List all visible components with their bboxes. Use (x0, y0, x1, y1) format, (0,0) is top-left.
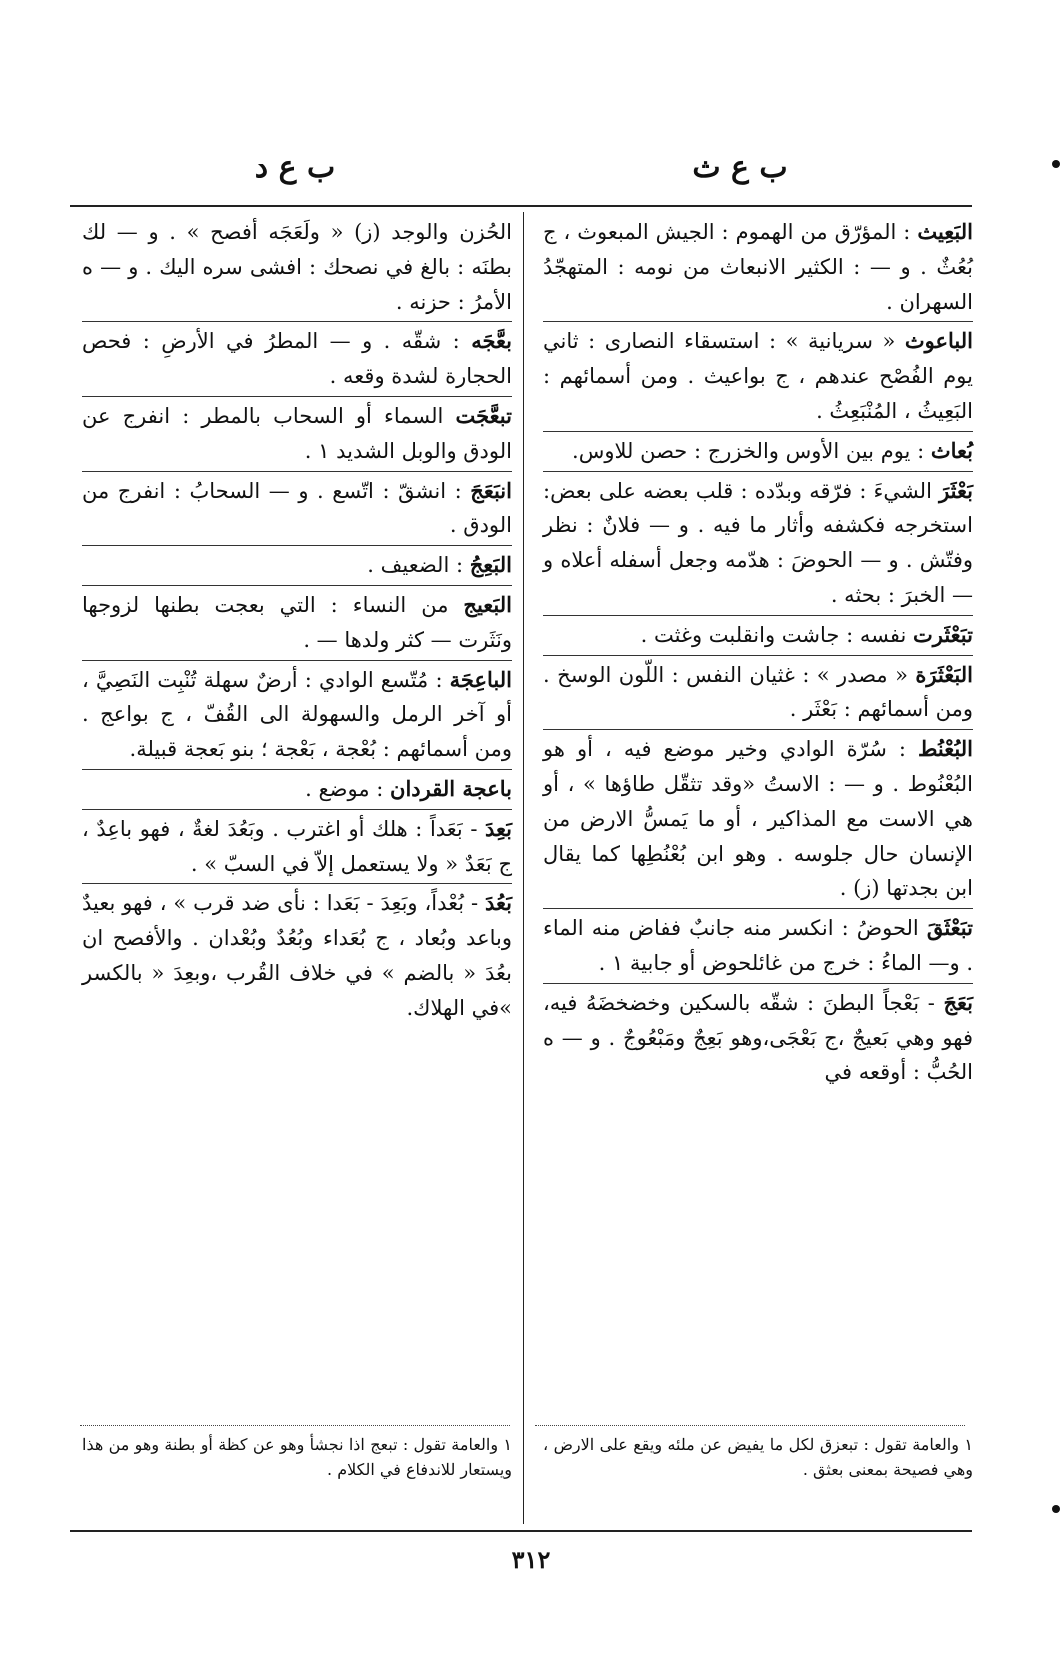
entry-definition: : انشقّ : اتّسع . و — السحابُ : انفرج من الودق . (82, 478, 512, 538)
entry-definition: الشيءَ : فرّقه وبدّده : قلب بعضه على بعض: استخرجه فكشفه وأثار ما فيه . و — فلانٌ : نظر وفتّش . و — الحوضَ : هدّمه وجعل أسفله أعلاه و — الخبرَ : بحثه . (543, 478, 973, 607)
entry-headword: البُعْنُط (918, 736, 973, 762)
entry-separator (543, 321, 973, 322)
dictionary-entry (82, 772, 512, 807)
column-divider (523, 212, 524, 1524)
dictionary-entry (543, 911, 973, 981)
entry-headword: بُعاث (930, 437, 973, 463)
dictionary-entry (82, 324, 512, 394)
dictionary-entry (543, 986, 973, 1090)
entry-separator (82, 660, 512, 661)
footnote-right: ١ والعامة تقول : تبعزق لكل ما يفيض عن ملئه ويقع على الارض ، وهي فصيحة بمعنى بعثق . (543, 1435, 973, 1479)
entry-separator (543, 471, 973, 472)
entry-headword: الباعوث (904, 328, 973, 354)
entry-definition: الحُزن والوجد (ز) « ولَعَجَه أفصح » . و — لك بطنَه : بالغ في نصحك : افشى سره اليك . و — ه الأمرُ : حزنه . (82, 220, 512, 314)
dictionary-entry (543, 732, 973, 906)
entry-headword: بعَّجَه (471, 328, 512, 354)
entry-headword: تبَعْثَرت (912, 621, 973, 647)
dictionary-entry (82, 588, 512, 658)
dictionary-entry (82, 474, 512, 544)
entry-definition: : المؤرّق من الهموم : الجيش المبعوث ، ج بُعُثٌ . و — : الكثير الانبعاث من نومه : المتهجّدُ السهران . (543, 220, 973, 314)
entry-headword: البَعيج (463, 591, 512, 617)
entry-separator (543, 729, 973, 730)
dictionary-entry (82, 215, 512, 319)
footer-rule (70, 1530, 972, 1532)
entry-headword: بَعِدَ (485, 815, 512, 841)
entry-definition: الحوضُ : انكسر منه جانبٌ ففاض منه الماء . و— الماءُ : خرج من غائلحوض أو جابية ١ . (543, 916, 973, 975)
entry-definition: : موضع . (305, 776, 384, 801)
left-column-header: ب ع د (254, 150, 336, 185)
dictionary-entry (543, 324, 973, 428)
entry-separator (82, 545, 512, 546)
left-column (82, 215, 512, 1026)
entry-definition: نفسه : جاشت وانقلبت وغثت . (640, 622, 907, 647)
entry-separator (543, 908, 973, 909)
entry-headword: الباعِجَة (449, 666, 512, 692)
entry-headword: بَعْثَرَ (939, 477, 973, 503)
entry-definition: من النساء : التي بعجت بطنها لزوجها ونَثَرت — كثر ولدها — . (82, 592, 512, 652)
entry-headword: تبَعْثَقَ (926, 915, 973, 941)
entry-definition: : مُتّسع الوادي : أرضٌ سهلة تُنْبِت النَصِيَّ ، أو آخر الرمل والسهولة الى القُفّ ، ج بواعج . ومن أسمائهم : بُعْجة ، بَعْجة ؛ بنو بَعجة قبيلة. (82, 667, 512, 762)
entry-definition: : شقّه . و — المطرُ في الأرضِ : فحص الحجارة لشدة وقعه . (82, 329, 512, 389)
entry-separator (82, 321, 512, 322)
entry-separator (82, 585, 512, 586)
right-column-header: ب ع ث (692, 150, 788, 185)
entry-headword: باعجة القردان (390, 775, 512, 801)
entry-headword: بَعُدَ (485, 890, 512, 916)
entry-separator (82, 883, 512, 884)
entry-definition: : يوم بين الأوس والخزرج : حصن للاوس. (572, 438, 925, 463)
entry-definition: « مصدر » : غثيان النفس : اللّون الوسخ . ومن أسمائهم : بَعْثَر . (543, 662, 973, 722)
entry-separator (82, 769, 512, 770)
dictionary-entry (82, 399, 512, 469)
footnote-left: ١ والعامة تقول : تبعج اذا نجشأ وهو عن كظة أو بطنة وهو من هذا ويستعار للاندفاع في الكلام . (82, 1435, 512, 1479)
entry-separator (82, 809, 512, 810)
entry-definition: - بَعَداً : هلك أو اغترب . وبَعُدَ لغةٌ ، فهو باعِدٌ ، ج بَعَدٌ « ولا يستعمل إلاّ في السبّ » . (82, 816, 512, 876)
entry-headword: البَعِجُ (469, 552, 512, 578)
entry-definition: : سُرّة الوادي وخير موضع فيه ، أو هو البُعْنُوط . و — : الاستُ «وقد تثقّل طاؤها » ، أو هي الاست مع المذاكير ، أو ما يَمسُّ الارض من الإنسان حال جلوسه . وهو ابن بُعْنُطِها كما يقال ابن بجدتها (ز) . (543, 737, 973, 901)
entry-definition: : الضعيف . (367, 553, 464, 578)
scan-edge-mark (1052, 160, 1060, 168)
entry-headword: البَعْثَرَة (915, 661, 973, 687)
entry-definition: السماء أو السحاب بالمطر : انفرج عن الودق والوبل الشديد ١ . (82, 403, 512, 463)
entry-headword: تبعَّجَت (455, 402, 512, 428)
dictionary-entry (82, 886, 512, 1025)
entry-separator (543, 655, 973, 656)
footnote-rule-left (80, 1425, 510, 1426)
entry-headword: بَعَجَ (943, 989, 973, 1015)
dictionary-entry (543, 658, 973, 728)
entry-headword: انبَعَجَ (470, 477, 512, 503)
entry-definition: - بَعْجاً البطنَ : شقّه بالسكين وخضخضَهُ فيه، فهو وهي بَعيجٌ ،ج بَعْجَى،وهو بَعِجٌ ومَبْعُوجٌ . و — ه الحُبُّ : أوقعه في (543, 990, 973, 1085)
entry-separator (543, 615, 973, 616)
right-column (543, 215, 973, 1090)
entry-separator (82, 396, 512, 397)
dictionary-entry (543, 618, 973, 653)
dictionary-entry (543, 434, 973, 469)
entry-separator (543, 983, 973, 984)
footnote-rule-right (535, 1425, 965, 1426)
page-number: ٣١٢ (511, 1545, 551, 1574)
dictionary-entry (543, 215, 973, 319)
dictionary-entry (82, 548, 512, 583)
dictionary-entry (82, 663, 512, 767)
entry-definition: - بُعْداً، وبَعِدَ - بَعَدا : نأى ضد قرب » ، فهو بعيدٌ وباعد وبُعاد ، ج بُعَداء وبُعُدٌ وبُعْدان . والأفصح ان بعُدَ « بالضم » في خلاف القُرب ،وبعِدَ « بالكسر »في الهلاك. (82, 891, 512, 1020)
dictionary-entry (543, 474, 973, 613)
dictionary-entry (82, 812, 512, 882)
entry-separator (543, 431, 973, 432)
scan-edge-mark (1052, 1505, 1060, 1513)
entry-separator (82, 471, 512, 472)
entry-headword: البَعِيث (917, 219, 973, 244)
header-rule (70, 205, 972, 207)
entry-definition: « سريانية » : استسقاء النصارى : ثاني يوم الفُصْح عندهم ، ج بواعيث . ومن أسمائهم : البَعِيثُ ، المُنْبَعِثُ . (543, 329, 973, 423)
